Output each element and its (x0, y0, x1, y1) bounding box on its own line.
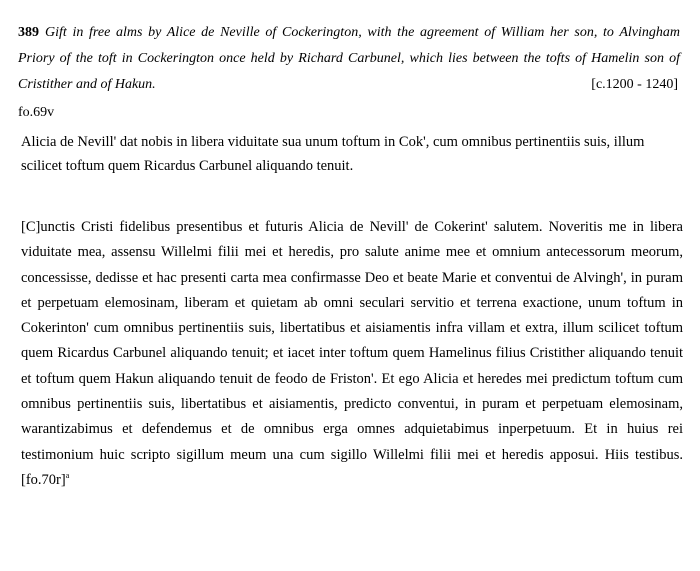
footnote-marker: a (65, 471, 70, 481)
entry-heading (18, 20, 680, 98)
entry-heading-text: Gift in free alms by Alice de Neville of Cockerington, with the agreement of William her son, to Alvingham Priory of the toft in Cockerington once held by Richard Carbunel, which lies between the tofts of Hamelin son of Cristither and of Hakun. (18, 25, 680, 92)
entry-number: 389 (18, 25, 39, 40)
folio-reference: fo.69v (18, 105, 55, 120)
charter-text-block (21, 215, 683, 493)
entry-summary: Alicia de Nevill' dat nobis in libera viduitate sua unum toftum in Cok', cum omnibus pertinentiis suis, illum scilicet toftum quem Ricardus Carbunel aliquando tenuit. (21, 134, 645, 174)
charter-text: [C]unctis Cristi fidelibus presentibus et futuris Alicia de Nevill' de Cokerint' salutem. Noveritis me in libera viduitate mea, assensu Willelmi filii mei et heredis, pro salute anime mee et omnium antecessorum meorum, concessisse, dedisse et hac presenti carta mea confirmasse Deo et beate Marie et conventui de Alvingh', in puram et perpetuam elemosinam, liberam et quietam ab omni seculari servitio et terrena exactione, unum toftum in Cokerinton' cum omnibus pertinentiis suis, libertatibus et aisiamentis infra villam et extra, illum scilicet toftum quem Ricardus Carbunel aliquando tenuit; et iacet inter toftum quem Hamelinus filius Cristither aliquando tenuit et toftum quem Hakun aliquando tenuit de feodo de Friston'. Et ego Alicia et heredes mei predictum toftum cum omnibus pertinentiis suis, libertatibus et aisiamentis, predicto conventui, in puram et perpetuam elemosinam, warantizabimus et defendemus et de omnibus erga omnes adquietabimus inperpetuum. Et in huius rei testimonium huic scripto sigillum meum una cum sigillo Willelmi filii mei et heredis apposui. Hiis testibus. [fo.70r] (21, 219, 683, 488)
entry-date: [c.1200 - 1240] (591, 77, 678, 92)
